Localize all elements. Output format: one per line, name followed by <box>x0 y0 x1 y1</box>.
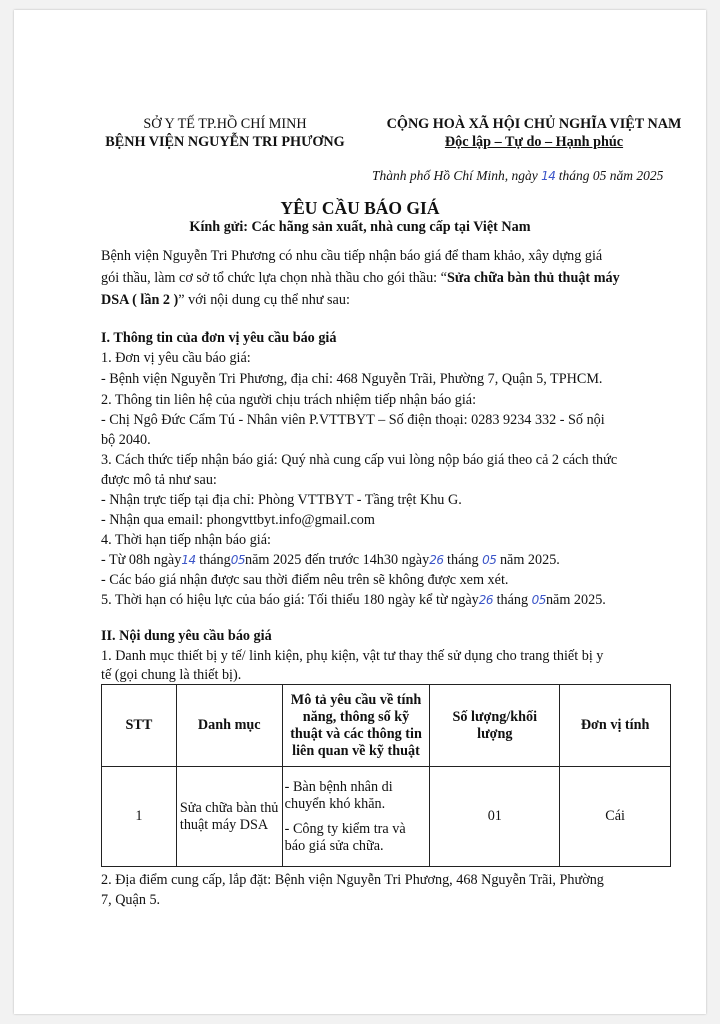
deadline-text: tháng <box>447 552 479 568</box>
document-page <box>14 10 706 1014</box>
request-table <box>101 684 671 867</box>
section-2-line: tế (gọi chung là thiết bị). <box>101 667 242 683</box>
handwritten-month: 05 <box>230 553 245 567</box>
section-2-line: 7, Quận 5. <box>101 892 161 908</box>
header-item: Danh mục <box>176 685 282 767</box>
package-name: Sửa chữa bàn thủ thuật máy <box>446 270 620 286</box>
section-2-line: 2. Địa điểm cung cấp, lắp đặt: Bệnh viện Nguyễn Tri Phương, 468 Nguyễn Trãi, Phường <box>101 872 604 888</box>
package-name-cont: DSA ( lần 2 ) <box>101 292 179 308</box>
intro-line-3 <box>101 292 350 309</box>
table-row <box>102 767 671 867</box>
validity-line <box>101 592 606 609</box>
section-1-line: - Nhận trực tiếp tại địa chỉ: Phòng VTTBYT - Tầng trệt Khu G. <box>101 492 462 508</box>
handwritten-day: 26 <box>429 553 444 567</box>
deadline-line <box>101 552 560 569</box>
section-1-line: 3. Cách thức tiếp nhận báo giá: Quý nhà cung cấp vui lòng nộp báo giá theo cả 2 cách thức <box>101 452 618 468</box>
section-2-line: 1. Danh mục thiết bị y tế/ linh kiện, phụ kiện, vật tư thay thế sử dụng cho trang thiết bị y <box>101 648 604 664</box>
section-1-line: - Bệnh viện Nguyễn Tri Phương, địa chỉ: 468 Nguyễn Trãi, Phường 7, Quận 5, TPHCM. <box>101 371 603 387</box>
section-1-line: 2. Thông tin liên hệ của người chịu trách nhiệm tiếp nhận báo giá: <box>101 392 477 408</box>
intro-text-end: ” với nội dung cụ thể như sau: <box>178 292 350 308</box>
handwritten-day: 14 <box>181 553 196 567</box>
header-unit: Đơn vị tính <box>560 685 671 767</box>
handwritten-month: 05 <box>482 553 497 567</box>
deadline-text: tháng <box>199 552 231 568</box>
cell-description <box>282 767 430 867</box>
cell-unit: Cái <box>560 767 671 867</box>
agency-name: SỞ Y TẾ TP.HỒ CHÍ MINH <box>143 116 307 132</box>
deadline-text: năm 2025 đến trước 14h30 ngày <box>244 552 430 568</box>
intro-line-1: Bệnh viện Nguyễn Tri Phương có nhu cầu tiếp nhận báo giá để tham khảo, xây dựng giá <box>101 248 603 264</box>
header-description: Mô tả yêu cầu về tính năng, thông số kỹ thuật và các thông tin liên quan về kỹ thuật <box>282 685 430 767</box>
section-1-line: 1. Đơn vị yêu cầu báo giá: <box>101 350 251 366</box>
validity-text: năm 2025. <box>545 592 606 608</box>
handwritten-month: 05 <box>531 593 546 607</box>
document-subtitle: Kính gửi: Các hãng sản xuất, nhà cung cấp tại Việt Nam <box>189 219 531 235</box>
date-suffix: tháng 05 năm 2025 <box>558 168 664 183</box>
intro-text: gói thầu, làm cơ sở tổ chức lựa chọn nhà thầu cho gói thầu: “ <box>101 270 447 286</box>
cell-item: Sửa chữa bàn thủ thuật máy DSA <box>176 767 282 867</box>
email-line: - Nhận qua email: phongvttbyt.info@gmail.com <box>101 512 375 528</box>
cell-quantity: 01 <box>430 767 560 867</box>
section-1-line: - Các báo giá nhận được sau thời điểm nêu trên sẽ không được xem xét. <box>101 572 509 588</box>
cell-stt: 1 <box>102 767 177 867</box>
deadline-text: - Từ 08h ngày <box>101 552 182 568</box>
header-quantity: Số lượng/khối lượng <box>430 685 560 767</box>
document-title: YÊU CẦU BÁO GIÁ <box>280 198 440 218</box>
header-stt: STT <box>102 685 177 767</box>
validity-text: 5. Thời hạn có hiệu lực của báo giá: Tối thiểu 180 ngày kể từ ngày <box>101 592 479 608</box>
section-1-heading: I. Thông tin của đơn vị yêu cầu báo giá <box>101 330 337 346</box>
national-title: CỘNG HOÀ XÃ HỘI CHỦ NGHĨA VIỆT NAM <box>386 116 682 132</box>
section-1-line: 4. Thời hạn tiếp nhận báo giá: <box>101 532 271 548</box>
national-motto: Độc lập – Tự do – Hạnh phúc <box>444 134 624 150</box>
description-line: - Bàn bệnh nhân di chuyển khó khăn. <box>284 778 393 812</box>
section-2-heading: II. Nội dung yêu cầu báo giá <box>101 628 272 644</box>
hospital-name: BỆNH VIỆN NGUYỄN TRI PHƯƠNG <box>105 134 345 150</box>
validity-text: tháng <box>496 592 529 608</box>
contact-line-cont: bộ 2040. <box>101 432 151 448</box>
handwritten-day: 14 <box>541 169 556 183</box>
section-1-line: được mô tả như sau: <box>101 472 217 488</box>
handwritten-day: 26 <box>478 593 494 607</box>
deadline-text: năm 2025. <box>499 552 560 568</box>
table-header-row <box>102 685 671 767</box>
document-date <box>372 168 663 184</box>
intro-line-2 <box>101 270 620 287</box>
description-line: - Công ty kiểm tra và báo giá sửa chữa. <box>284 820 406 854</box>
contact-line: - Chị Ngô Đức Cẩm Tú - Nhân viên P.VTTBYT – Số điện thoại: 0283 9234 332 - Số nội <box>101 412 605 428</box>
date-prefix: Thành phố Hồ Chí Minh, ngày <box>372 168 538 183</box>
